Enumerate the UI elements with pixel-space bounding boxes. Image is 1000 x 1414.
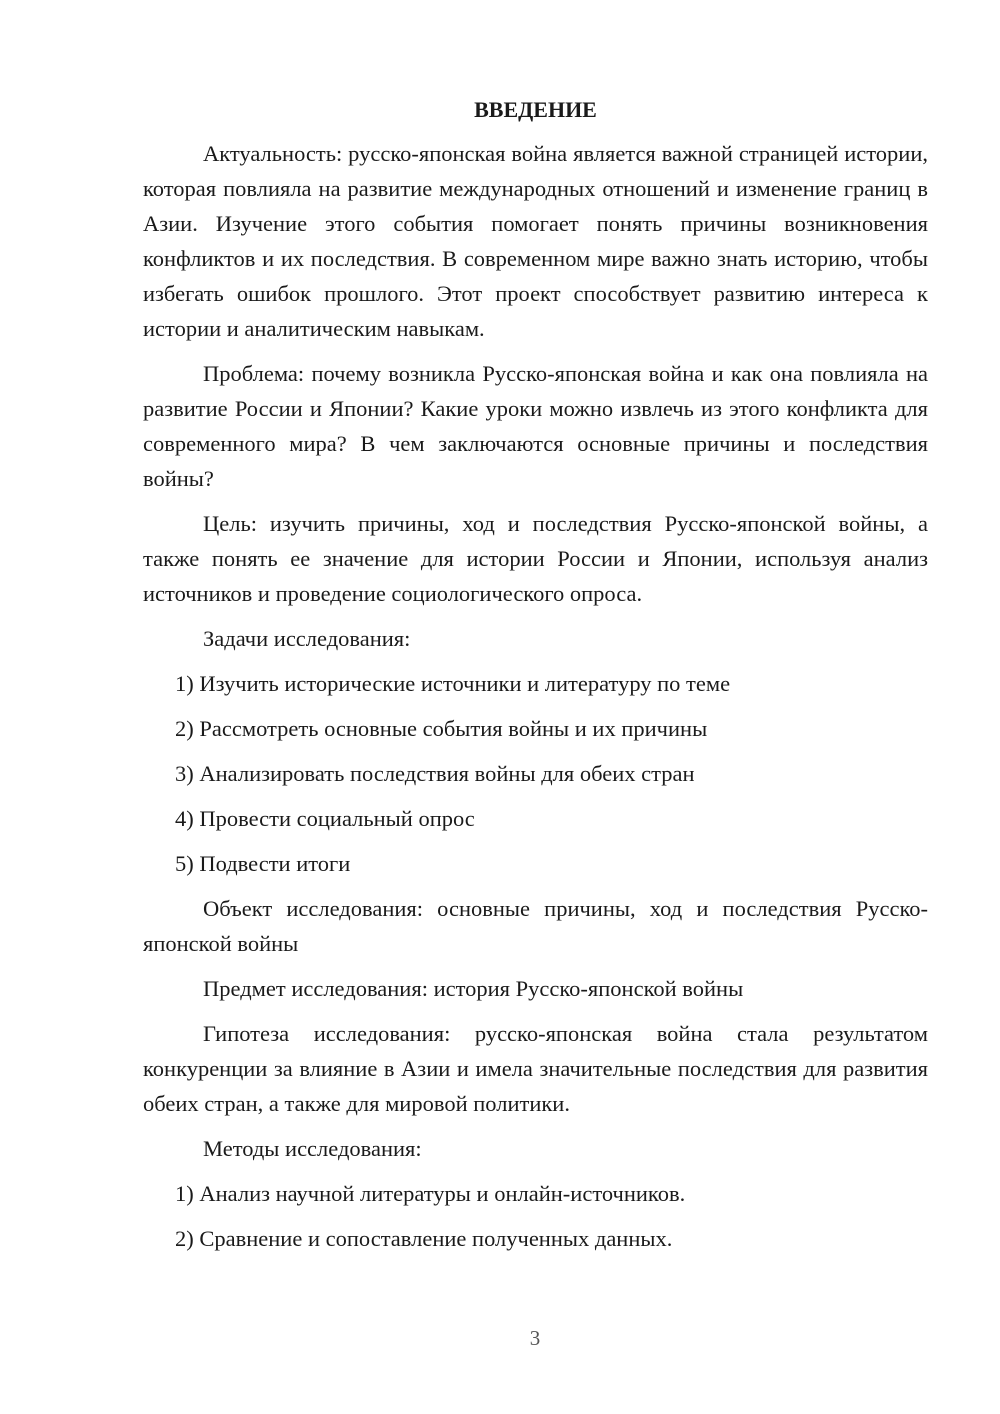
tasks-heading: Задачи исследования: <box>203 626 411 651</box>
page-number: 3 <box>529 1326 541 1350</box>
subject-paragraph: Предмет исследования: история Русско-японской войны <box>203 976 744 1001</box>
actuality-paragraph: Актуальность: русско-японская война является важной страницей истории, которая повлияла на развитие международных отношений и изменение границ в Азии. Изучение этого события помогает понять причины возникновения конфликтов и их последствия. В современном мире важно знать историю, чтобы избегать ошибок прошлого. Этот проект способствует развитию интереса к истории и аналитическим навыкам. <box>143 141 928 341</box>
list-item: 1) Анализ научной литературы и онлайн-источников. <box>175 1181 686 1206</box>
document-page <box>143 92 928 1266</box>
list-item: 4) Провести социальный опрос <box>175 806 475 831</box>
list-item: 3) Анализировать последствия войны для обеих стран <box>175 761 695 786</box>
hypothesis-paragraph: Гипотеза исследования: русско-японская война стала результатом конкуренции за влияние в Азии и имела значительные последствия для развития обеих стран, а также для мировой политики. <box>143 1021 928 1116</box>
goal-paragraph: Цель: изучить причины, ход и последствия Русско-японской войны, а также понять ее значение для истории России и Японии, используя анализ источников и проведение социологического опроса. <box>143 511 928 606</box>
methods-list <box>143 1176 928 1256</box>
tasks-list <box>143 666 928 881</box>
object-paragraph: Объект исследования: основные причины, ход и последствия Русско-японской войны <box>143 896 928 956</box>
page-title: ВВЕДЕНИЕ <box>474 97 597 122</box>
list-item: 2) Рассмотреть основные события войны и их причины <box>175 716 708 741</box>
problem-paragraph: Проблема: почему возникла Русско-японская война и как она повлияла на развитие России и Японии? Какие уроки можно извлечь из этого конфликта для современного мира? В чем заключаются основные причины и последствия войны? <box>143 361 928 491</box>
list-item: 2) Сравнение и сопоставление полученных данных. <box>175 1226 673 1251</box>
list-item: 1) Изучить исторические источники и литературу по теме <box>175 671 731 696</box>
list-item: 5) Подвести итоги <box>175 851 351 876</box>
methods-heading: Методы исследования: <box>203 1136 422 1161</box>
